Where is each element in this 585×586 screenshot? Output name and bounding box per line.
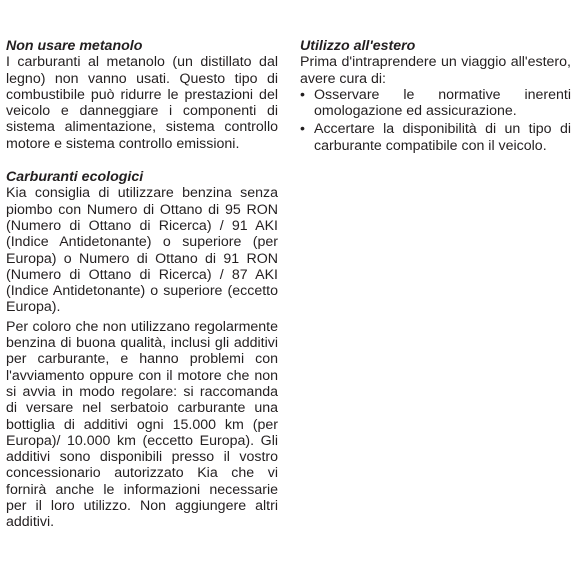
section-spacer	[6, 152, 278, 169]
section-eco-fuels	[6, 169, 278, 531]
right-column	[300, 38, 571, 156]
section-paragraph-additives: Per coloro che non utilizzano regolarmente benzina di buona qualità, inclusi gli additivi per carburante, e hanno problemi con l'avviamento oppure con il motore che non si avvia in modo regolare: si raccomanda di versare nel serbatoio carburante una bottiglia di additivi ogni 15.000 km (per Europa)/ 10.000 km (eccetto Europa). Gli additivi sono disponibili presso il vostro concessionario autorizzato Kia che vi fornirà anche le informazioni necessarie per il loro utilizzo. Non aggiungere altri additivi.	[6, 318, 278, 531]
bullet-icon: •	[300, 86, 305, 103]
left-column	[6, 38, 278, 531]
section-heading-no-methanol: Non usare metanolo	[6, 38, 143, 54]
section-no-methanol	[6, 38, 278, 152]
list-item-text: Accertare la disponibilità di un tipo di carburante compatibile con il veicolo.	[314, 121, 571, 154]
section-body-no-methanol: I carburanti al metanolo (un distillato dal legno) non vanno usati. Questo tipo di combustibile può ridurre le prestazioni del veicolo e danneggiare i componenti di sistema alimentazione, sistema controllo motore e sistema controllo emissioni.	[6, 54, 278, 152]
list-item-text: Osservare le normative inerenti omologazione ed assicurazione.	[314, 86, 571, 120]
abroad-bullet-list	[300, 87, 571, 154]
section-abroad	[300, 38, 571, 154]
section-paragraph-octane: Kia consiglia di utilizzare benzina senza piombo con Numero di Ottano di 95 RON (Numero di Ottano di Ricerca) / 91 AKI (Indice Antidetonante) o superiore (per Europa) o Numero di Ottano di 91 RON (Numero di Ottano di Ricerca) / 87 AKI (Indice Antidetonante) o superiore (eccetto Europa).	[6, 185, 278, 316]
bullet-icon: •	[300, 121, 305, 138]
list-item	[300, 87, 571, 120]
section-intro-abroad: Prima d'intraprendere un viaggio all'estero, avere cura di:	[300, 54, 571, 87]
list-item	[300, 121, 571, 154]
section-heading-abroad: Utilizzo all'estero	[300, 38, 416, 54]
section-heading-eco-fuels: Carburanti ecologici	[6, 169, 144, 186]
